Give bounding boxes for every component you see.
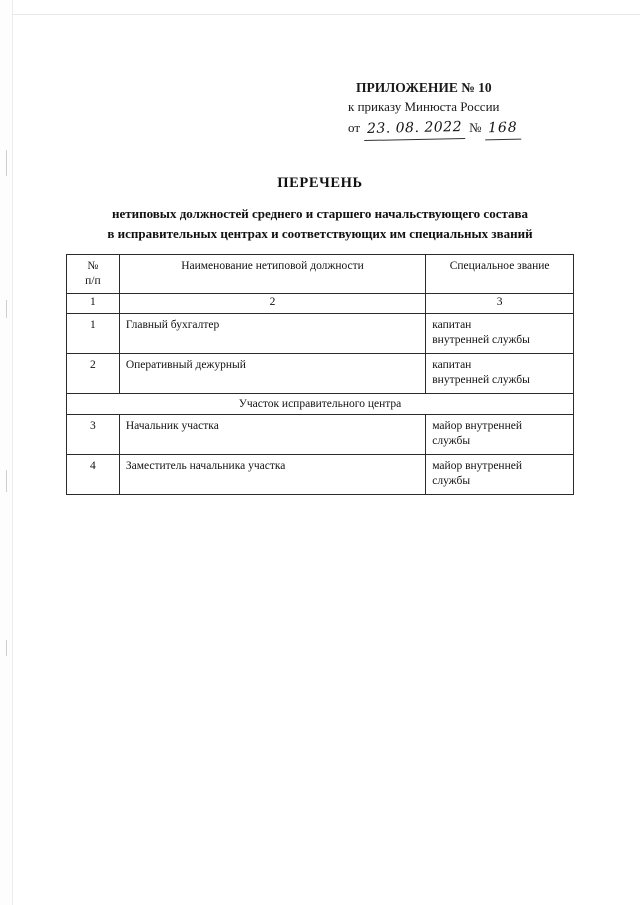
header-cell-position: Наименование нетиповой должности [119,255,425,294]
rank-line-2: службы [432,435,471,448]
row-number: 3 [67,414,120,454]
rank-line-2: внутренней службы [432,374,530,387]
table-row [67,353,574,393]
document-header [348,78,578,141]
rank-line-1: майор внутренней [432,419,522,432]
positions-table [66,254,574,495]
number-sign: № [469,120,482,136]
row-rank [426,313,574,353]
column-number-1: 1 [67,293,120,313]
row-rank [426,454,574,494]
title-block [0,175,640,244]
order-reference: к приказу Минюста России [348,98,500,114]
handwritten-date: 23. 08. 2022 [364,117,466,141]
page-title: ПЕРЕЧЕНЬ [277,175,363,191]
date-prefix: от [348,120,361,136]
table-head [67,255,574,314]
row-rank [426,353,574,393]
rank-line-1: капитан [432,318,472,331]
page-top-edge [0,0,640,15]
row-number: 2 [67,353,120,393]
column-numbering-row [67,293,574,313]
row-position-name: Оперативный дежурный [119,353,425,393]
header-cell-number [67,255,120,294]
subtitle-line-1: нетиповых должностей среднего и старшего начальствующего состава [111,206,529,221]
rank-line-1: майор внутренней [432,459,522,472]
table-row [67,454,574,494]
scan-artifact [6,300,7,318]
rank-line-2: внутренней службы [432,334,530,347]
rank-line-1: капитан [432,358,472,371]
table-header-row [67,255,574,294]
handwritten-order-number: 168 [485,118,521,141]
table-row [67,414,574,454]
row-number: 4 [67,454,120,494]
row-position-name: Заместитель начальника участка [119,454,425,494]
rank-line-2: службы [432,475,471,488]
subtitle-line-2: в исправительных центрах и соответствующих им специальных званий [107,226,533,242]
table-row [67,313,574,353]
column-number-3: 3 [426,293,574,313]
scan-artifact [6,470,7,492]
row-position-name: Начальник участка [119,414,425,454]
header-number-line1: № [87,260,99,272]
page-left-edge [0,0,13,905]
order-date-line [348,118,578,140]
scan-artifact [6,640,7,656]
header-cell-rank: Специальное звание [426,255,574,294]
table-body [67,313,574,494]
row-number: 1 [67,313,120,353]
table-section-row [67,393,574,414]
appendix-label: ПРИЛОЖЕНИЕ № 10 [356,80,492,95]
section-title: Участок исправительного центра [67,393,574,414]
column-number-2: 2 [119,293,425,313]
row-rank [426,414,574,454]
header-number-line2: п/п [85,274,101,287]
scan-artifact [6,150,7,176]
row-position-name: Главный бухгалтер [119,313,425,353]
